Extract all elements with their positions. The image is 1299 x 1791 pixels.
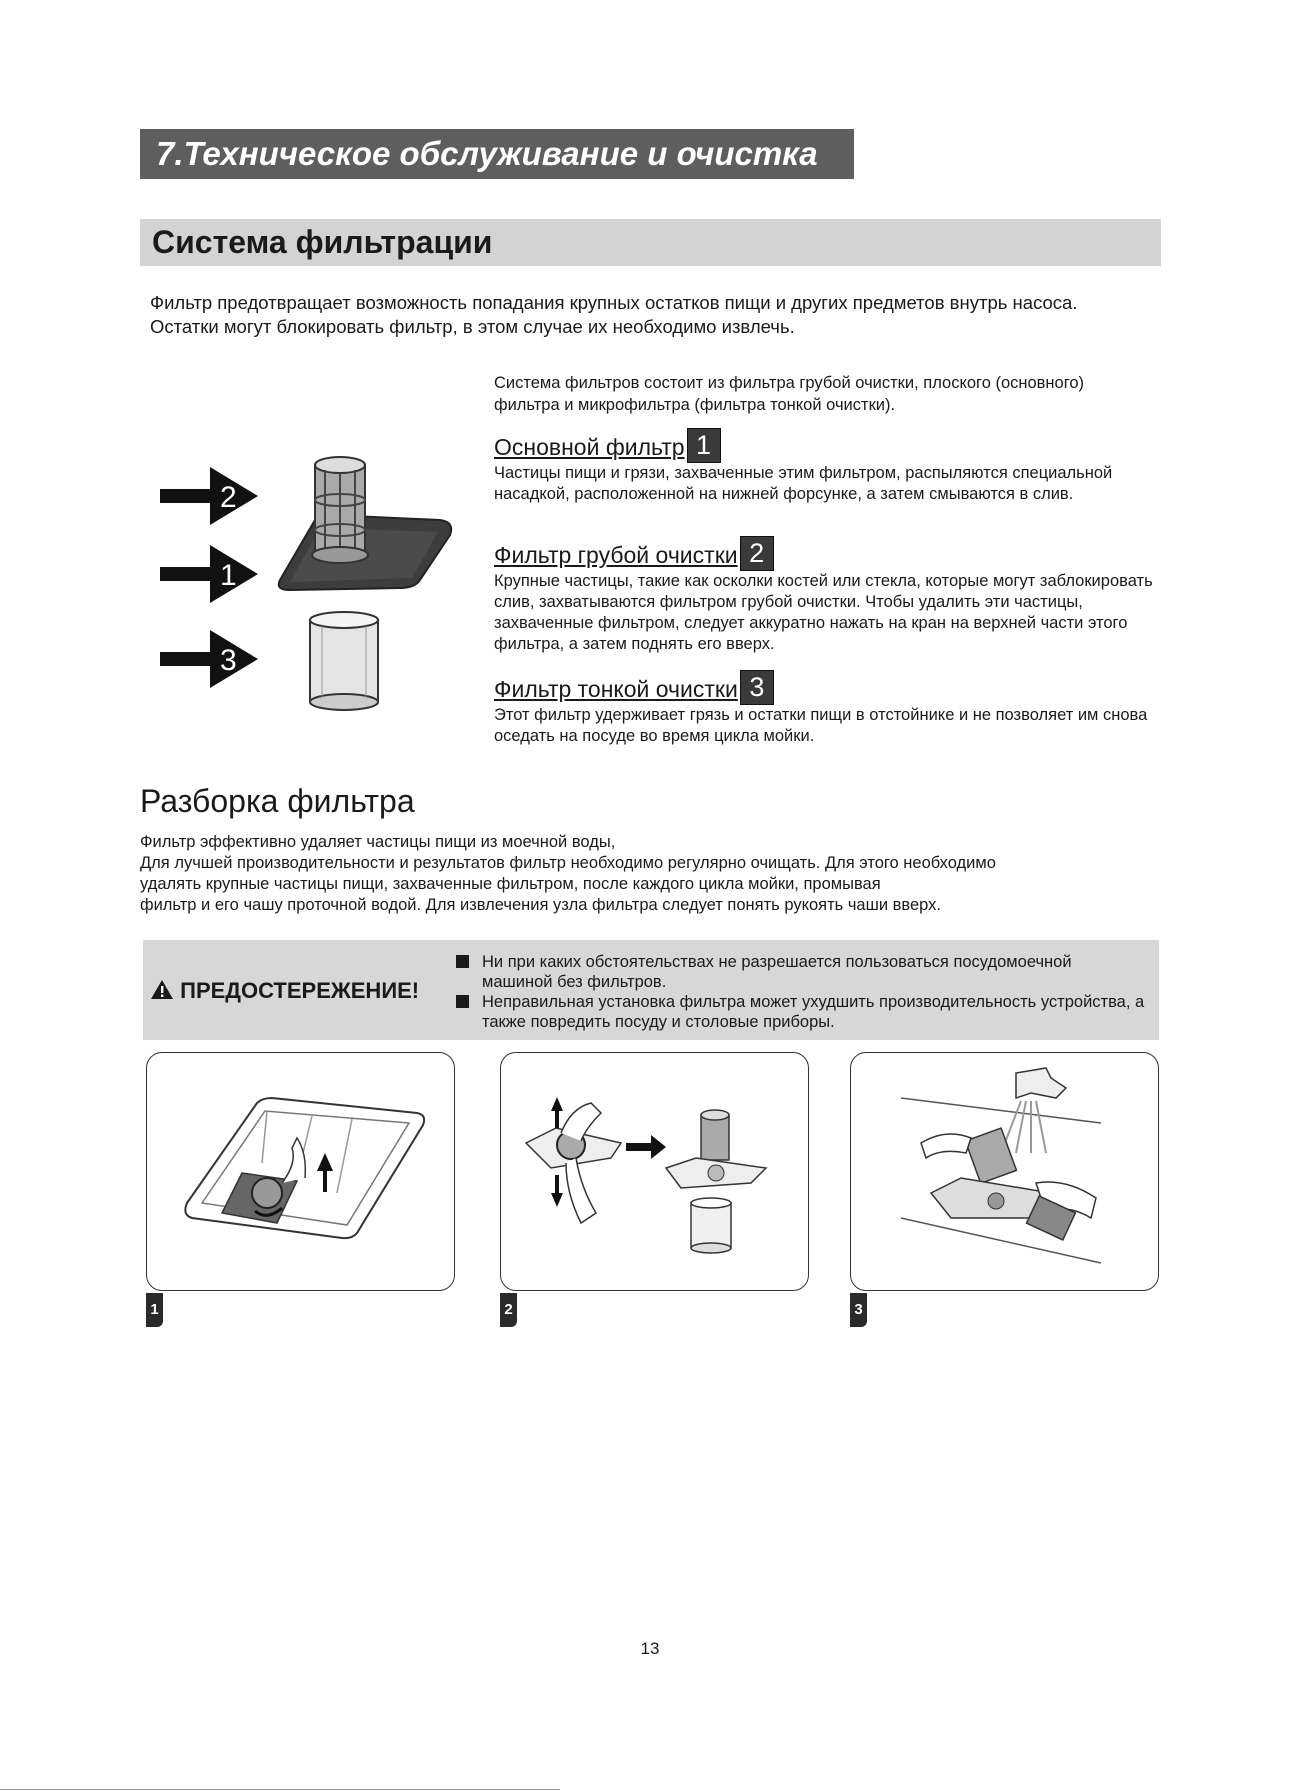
warning-triangle-icon bbox=[150, 979, 174, 1000]
filter-diagram bbox=[150, 440, 470, 730]
step-number: 3 bbox=[850, 1293, 867, 1327]
filter-description: Этот фильтр удерживает грязь и остатки пищи в отстойнике и не позволяет им снова оседать на посуде во время цикла мойки. bbox=[494, 706, 1148, 745]
chapter-title: 7.Техническое обслуживание и очистка bbox=[140, 129, 854, 179]
filter-description: Частицы пищи и грязи, захваченные этим фильтром, распыляются специальной насадкой, расположенной на нижней форсунке, а затем смываются в слив. bbox=[494, 464, 1113, 503]
filter-title bbox=[494, 536, 1164, 571]
coarse-filter-icon bbox=[312, 457, 368, 563]
warning-label bbox=[150, 978, 419, 1004]
filter-title-text: Фильтр тонкой очистки bbox=[494, 676, 738, 702]
step-panel-1 bbox=[146, 1052, 455, 1291]
page-number: 13 bbox=[640, 1639, 660, 1658]
filter-title-text: Основной фильтр bbox=[494, 434, 685, 460]
filter-separation-illustration bbox=[501, 1053, 807, 1289]
fine-filter-icon bbox=[310, 612, 378, 710]
filter-number-badge: 1 bbox=[687, 428, 721, 463]
filter-removal-illustration bbox=[147, 1053, 453, 1289]
filter-title bbox=[494, 670, 1164, 705]
warning-label-text: ПРЕДОСТЕРЕЖЕНИЕ! bbox=[180, 978, 420, 1003]
filter-number-badge: 2 bbox=[740, 536, 774, 571]
filter-coarse bbox=[494, 536, 1164, 655]
step-panel-3 bbox=[850, 1052, 1159, 1291]
disassembly-line: Для лучшей производительности и результатов фильтр необходимо регулярно очищать. Для этого необходимо bbox=[140, 854, 996, 872]
filter-rinsing-illustration bbox=[851, 1053, 1157, 1289]
filter-title-text: Фильтр грубой очистки bbox=[494, 542, 738, 568]
filter-main bbox=[494, 428, 1164, 505]
filter-description: Крупные частицы, такие как осколки костей или стекла, которые могут заблокировать слив, захватываются фильтром грубой очистки. Чтобы удалить эти частицы, захваченные фильтром, следует аккуратно нажать на кран на верхней части этого фильтра, а затем поднять его вверх. bbox=[494, 572, 1153, 653]
filter-title bbox=[494, 428, 1164, 463]
disassembly-line: фильтр и его чашу проточной водой. Для извлечения узла фильтра следует понять рукоять чаши вверх. bbox=[140, 896, 941, 914]
warning-list bbox=[456, 952, 1146, 1032]
arrow-icon bbox=[160, 630, 258, 688]
disassembly-text bbox=[140, 832, 1160, 916]
filter-composition: Система фильтров состоит из фильтра грубой очистки, плоского (основного) фильтра и микрофильтра (фильтра тонкой очистки). bbox=[494, 374, 1085, 414]
intro-line: Фильтр предотвращает возможность попадания крупных остатков пищи и других предметов внутрь насоса. bbox=[150, 292, 1078, 313]
intro-line: Остатки могут блокировать фильтр, в этом случае их необходимо извлечь. bbox=[150, 316, 795, 337]
disassembly-line: удалять крупные частицы пищи, захваченные фильтром, после каждого цикла мойки, промывая bbox=[140, 875, 881, 893]
disassembly-title: Разборка фильтра bbox=[140, 783, 415, 819]
page-edge-line bbox=[0, 1789, 560, 1790]
diagram-label: 3 bbox=[220, 644, 237, 677]
intro-text bbox=[150, 291, 1160, 339]
warning-item: Ни при каких обстоятельствах не разрешается пользоваться посудомоечной машиной без фильтров. bbox=[456, 952, 1146, 992]
diagram-label: 2 bbox=[220, 481, 237, 514]
arrow-icon bbox=[160, 545, 258, 603]
step-panel-2 bbox=[500, 1052, 809, 1291]
step-number: 2 bbox=[500, 1293, 517, 1327]
filter-fine bbox=[494, 670, 1164, 747]
step-number: 1 bbox=[146, 1293, 163, 1327]
disassembly-line: Фильтр эффективно удаляет частицы пищи из моечной воды, bbox=[140, 833, 616, 851]
warning-item: Неправильная установка фильтра может ухудшить производительность устройства, а также повредить посуду и столовые приборы. bbox=[456, 992, 1146, 1032]
filter-number-badge: 3 bbox=[740, 670, 774, 705]
arrow-icon bbox=[160, 467, 258, 525]
diagram-label: 1 bbox=[220, 559, 237, 592]
section-title: Система фильтрации bbox=[140, 219, 1161, 266]
